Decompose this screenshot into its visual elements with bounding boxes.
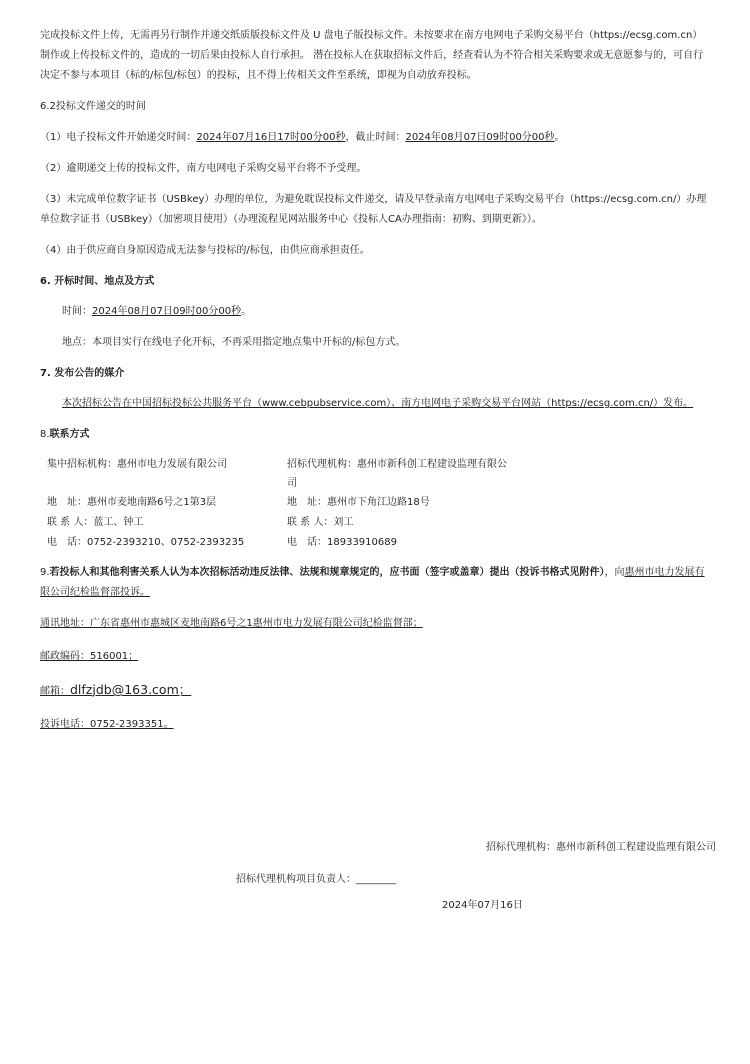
footer-project-lead-value: ________ (356, 874, 396, 885)
complaint-department: 惠州市电力发展有限公司纪检监督部投诉。 (40, 567, 705, 598)
supplier-responsibility-item: （4）由于供应商自身原因造成无法参与投标的/标包，由供应商承担责任。 (40, 245, 370, 256)
late-submission-item: （2）逾期递交上传的投标文件，南方电网电子采购交易平台将不予受理。 (40, 163, 367, 174)
agency-phone: 电 话：18933910689 (287, 537, 397, 548)
intro-paragraph: 完成投标文件上传，无需再另行制作并递交纸质版投标文件及 U 盘电子版投标文件。未按要求在南方电网电子采购交易平台（https://ecsg.com.cn）制作或上传投标文件的，造成的一切后果由投标人自行承担。 潜在投标人在获取招标文件后，经查看认为不符合相关采购要求或无意愿参与的，可自行决定不参与本项目（标的/标包/标包）的投标，且不得上传相关文件至系统，即视为自动放弃投标。 (40, 30, 704, 81)
opening-time-value: 2024年08月07日09时00分00秒 (92, 306, 242, 317)
complaint-address: 通讯地址：广东省惠州市惠城区麦地南路6号之1惠州市电力发展有限公司纪检监督部； (40, 618, 423, 629)
footer-date: 2024年07月16日 (442, 900, 523, 911)
opening-place: 地点：本项目实行在线电子化开标，不再采用指定地点集中开标的/标包方式。 (62, 337, 406, 348)
section-6-title: 6. 开标时间、地点及方式 (40, 276, 155, 287)
section-6-2-title: 6.2投标文件递交的时间 (40, 101, 146, 112)
central-tender-phone: 电 话：0752-2393210、0752-2393235 (47, 537, 245, 548)
complaint-phone: 投诉电话：0752-2393351。 (40, 719, 174, 730)
section-9-number: 9. (40, 567, 50, 578)
agency-org: 招标代理机构：惠州市新科创工程建设监理有限公司 (287, 459, 507, 489)
section-7-title: 7. 发布公告的媒介 (40, 368, 125, 379)
opening-time-punct: 。 (241, 306, 252, 317)
agency-contact: 联 系 人：刘工 (287, 517, 354, 528)
footer-project-lead-label: 招标代理机构项目负责人： (236, 874, 356, 885)
section-8-label: 联系方式 (49, 429, 90, 440)
opening-time-label: 时间： (62, 306, 92, 317)
complaint-email (40, 680, 712, 702)
submission-start-time: 2024年07月16日17时00分00秒 (196, 132, 346, 143)
footer-agency: 招标代理机构：惠州市新科创工程建设监理有限公司 (486, 842, 716, 853)
central-tender-org: 集中招标机构：惠州市电力发展有限公司 (47, 459, 227, 470)
agency-address: 地 址：惠州市下角江边路18号 (287, 497, 430, 508)
publication-media-text: 本次招标公告在中国招标投标公共服务平台（www.cebpubservice.com）、南方电网电子采购交易平台网站（https://ecsg.com.cn/）发布。 (62, 398, 694, 409)
usbkey-item: （3）未完成单位数字证书（USBkey）办理的单位，为避免耽误投标文件递交，请及早登录南方电网电子采购交易平台（https://ecsg.com.cn/）办理单位数字证书（USBkey）（加密项目使用）（办理流程见网站服务中心《投标人CA办理指南：初购、到期更新》）。 (40, 194, 707, 225)
footer-project-lead (236, 870, 396, 890)
central-tender-contact: 联 系 人：蓝工、钟工 (47, 517, 144, 528)
section-8-title (40, 425, 712, 445)
section-9-bold-text: 若投标人和其他利害关系人认为本次招标活动违反法律、法规和规章规定的，应书面（签字或盖章）提出（投诉书格式见附件） (49, 567, 605, 578)
complaint-email-label: 邮箱： (40, 686, 70, 697)
complaint-email-value[interactable]: dlfzjdb@163.com； (70, 682, 192, 697)
document-body (40, 26, 712, 748)
section-9-complaint (40, 563, 712, 603)
submission-time-item (40, 128, 712, 148)
complaint-postcode: 邮政编码：516001； (40, 651, 139, 662)
opening-time (40, 302, 712, 322)
central-tender-address: 地 址：惠州市麦地南路6号之1第3层 (47, 497, 217, 508)
contact-grid (40, 455, 712, 553)
submission-start-label: （1）电子投标文件开始递交时间： (40, 132, 197, 143)
section-9-tail: ，向 (604, 567, 625, 578)
submission-end-label: ，截止时间： (345, 132, 406, 143)
submission-end-time: 2024年08月07日09时00分00秒 (405, 132, 555, 143)
section-8-number: 8. (40, 429, 50, 440)
submission-end-punct: 。 (554, 132, 565, 143)
